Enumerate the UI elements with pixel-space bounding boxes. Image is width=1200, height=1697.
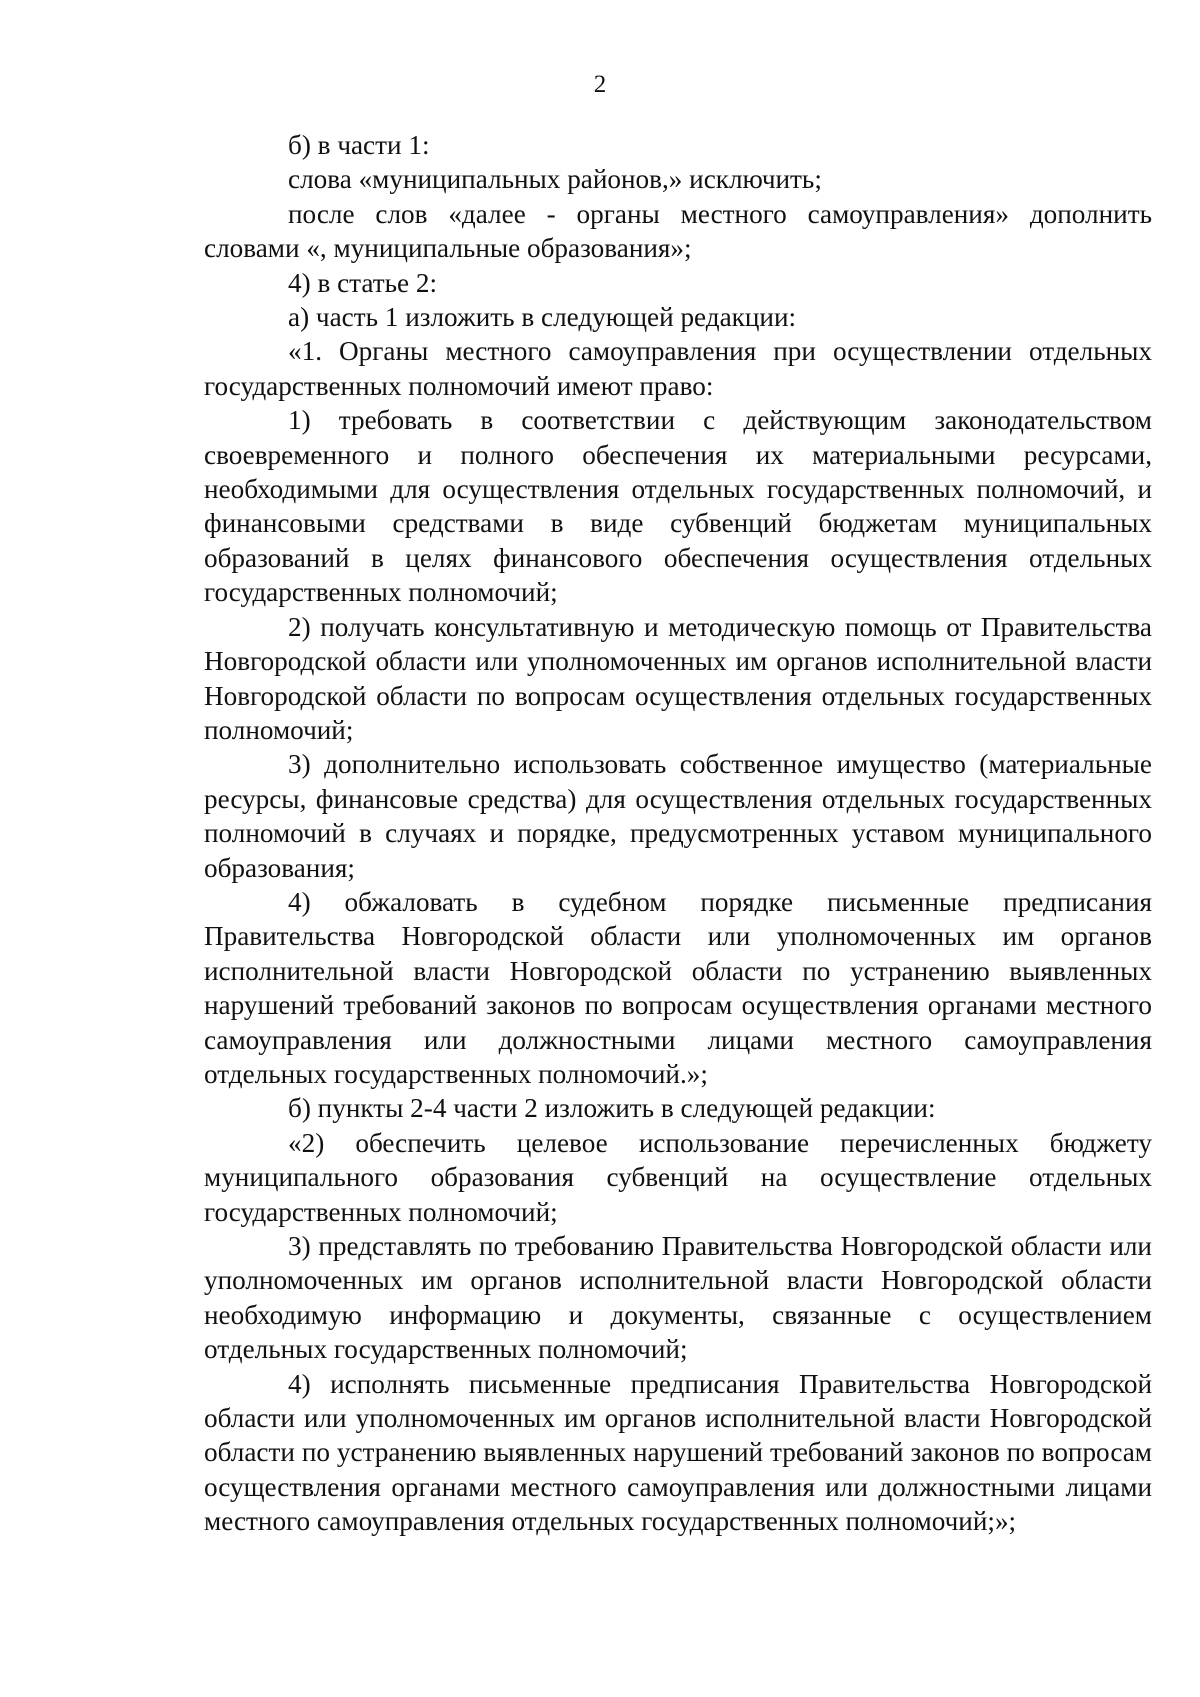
paragraph-duty-2: «2) обеспечить целевое использование перечисленных бюджету муниципального образования субвенций на осуществление отдельных государственных полномочий; <box>204 1127 1152 1227</box>
paragraph-part-1-edit: а) часть 1 изложить в следующей редакции: <box>288 302 797 333</box>
paragraph-right-2: 2) получать консультативную и методическую помощь от Правительства Новгородской области или уполномоченных им органов исполнительной власти Новгородской области по вопросам осуществления отдельных государственных полномочий; <box>204 611 1152 745</box>
paragraph-right-4: 4) обжаловать в судебном порядке письменные предписания Правительства Новгородской области или уполномоченных им органов исполнительной власти Новгородской области по устранению выявленных нарушений требований законов по вопросам осуществления органами местного самоуправления или должностными лицами местного самоуправления отдельных государственных полномочий.»; <box>204 886 1152 1089</box>
paragraph-part-2-edit: б) пункты 2-4 части 2 изложить в следующей редакции: <box>288 1093 936 1124</box>
paragraph-article-2: 4) в статье 2: <box>288 267 438 298</box>
paragraph-duty-3: 3) представлять по требованию Правительства Новгородской области или уполномоченных им органов исполнительной власти Новгородской области необходимую информацию и документы, связанные с осуществлением отдельных государственных полномочий; <box>204 1231 1152 1365</box>
paragraph-duty-4: 4) исполнять письменные предписания Правительства Новгородской области или уполномоченных им органов исполнительной власти Новгородской области по устранению выявленных нарушений требований законов по вопросам осуществления органами местного самоуправления или должностными лицами местного самоуправления отдельных государственных полномочий;»; <box>204 1368 1152 1537</box>
paragraph-right-1: 1) требовать в соответствии с действующим законодательством своевременного и полного обеспечения их материальными ресурсами, необходимыми для осуществления отдельных государственных полномочий, и финансовыми средствами в виде субвенций бюджетам муниципальных образований в целях финансового обеспечения осуществления отдельных государственных полномочий; <box>204 405 1152 608</box>
paragraph-right-3: 3) дополнительно использовать собственное имущество (материальные ресурсы, финансовые средства) для осуществления отдельных государственных полномочий в случаях и порядке, предусмотренных уставом муниципального образования; <box>204 749 1152 883</box>
paragraph-b-part-1: б) в части 1: <box>288 130 430 160</box>
paragraph-exclude-words: слова «муниципальных районов,» исключить; <box>288 164 822 195</box>
paragraph-add-words: после слов «далее - органы местного самоуправления» дополнить словами «, муниципальные образования»; <box>204 198 1152 264</box>
document-body <box>204 128 1152 1539</box>
paragraph-rights-intro: «1. Органы местного самоуправления при осуществлении отдельных государственных полномочий имеют право: <box>204 336 1152 401</box>
page-number: 2 <box>593 71 607 98</box>
